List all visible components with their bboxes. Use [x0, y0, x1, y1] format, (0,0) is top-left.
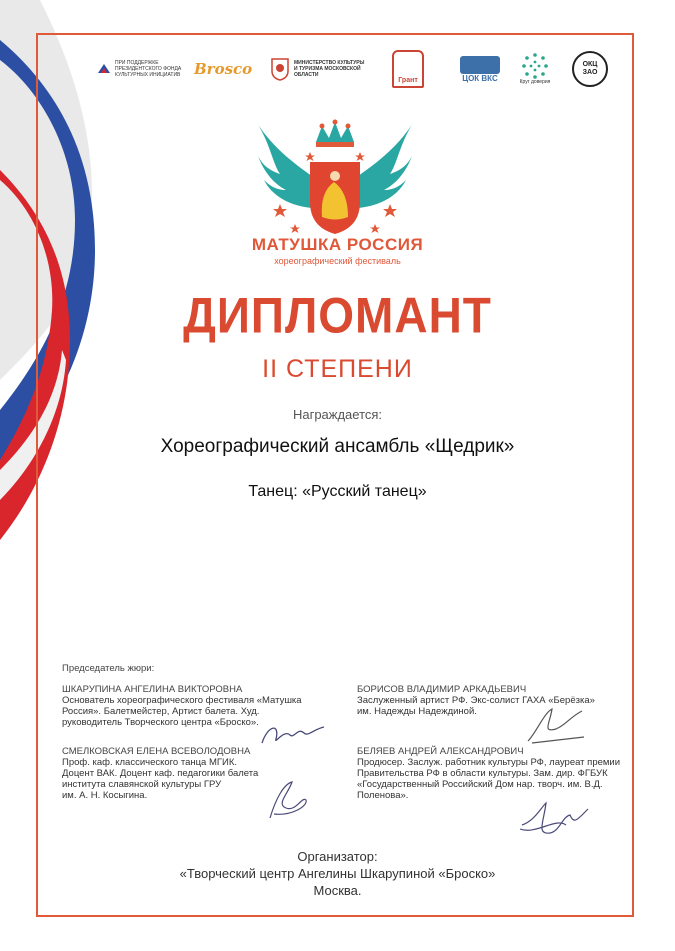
ministry-emblem-icon: [270, 57, 290, 81]
jury-member-line: Основатель хореографического фестиваля «Матушка: [62, 695, 302, 706]
sponsor-pfki-text: ПРИ ПОДДЕРЖКЕ ПРЕЗИДЕНТСКОГО ФОНДА КУЛЬТУРНЫХ ИНИЦИАТИВ: [115, 60, 182, 78]
crown-icon: [316, 120, 354, 148]
awarded-label: Награждается:: [292, 407, 383, 422]
organizer-label: Организатор:: [297, 849, 378, 864]
jury-member-name: ШКАРУПИНА АНГЕЛИНА ВИКТОРОВНА: [62, 684, 243, 695]
krug-dots-icon: [522, 53, 548, 79]
sponsor-okts-text: ОКЦ ЗАО: [582, 61, 598, 76]
jury-member-line: Поленова».: [357, 790, 409, 801]
festival-subtitle: хореографический фестиваль: [274, 256, 401, 266]
sponsor-okts: [572, 46, 614, 92]
jury-chair-label: Председатель жюри:: [62, 663, 155, 674]
dance-title: Танец: «Русский танец»: [248, 483, 427, 500]
cok-logo-icon: [460, 56, 500, 74]
pfki-logo-icon: [96, 61, 112, 77]
signature-1: [258, 715, 328, 751]
sponsor-cok: [457, 46, 503, 92]
organizer-block: [0, 848, 675, 899]
diploma-degree: II СТЕПЕНИ: [262, 355, 413, 383]
jury-member-4: [357, 746, 627, 801]
jury-member-line: института славянской культуры ГРУ: [62, 779, 222, 790]
jury-member-line: Продюсер. Заслуж. работник культуры РФ, лауреат премии: [357, 757, 621, 768]
sponsor-ministry-text: МИНИСТЕРСТВО КУЛЬТУРЫ И ТУРИЗМА МОСКОВСКОЙ ОБЛАСТИ: [294, 60, 365, 78]
jury-member-line: им. А. Н. Косыгина.: [62, 790, 148, 801]
jury-member-line: им. Надежды Надеждиной.: [357, 706, 477, 717]
signature-2: [522, 703, 592, 747]
sponsor-pfki: [96, 46, 188, 92]
sponsor-grant: [392, 46, 426, 92]
jury-member-line: руководитель Творческого центра «Броско».: [62, 717, 259, 728]
sponsors-row: [92, 46, 622, 92]
jury-member-line: «Государственный Российский Дом нар. творч. им. В.Д.: [357, 779, 603, 790]
signature-3: [262, 778, 312, 824]
jury-member-name: БЕЛЯЕВ АНДРЕЙ АЛЕКСАНДРОВИЧ: [357, 746, 524, 757]
sponsor-krug: [518, 46, 552, 92]
sponsor-cok-text: ЦОК ВКС: [462, 73, 498, 83]
signature-4: [516, 795, 592, 841]
diploma-title: ДИПЛОМАНТ: [183, 286, 492, 344]
organizer-name: «Творческий центр Ангелины Шкарупиной «Броско»: [179, 866, 496, 881]
jury-member-line: Доцент ВАК. Доцент каф. педагогики балета: [62, 768, 259, 779]
recipient-name: Хореографический ансамбль «Щедрик»: [160, 436, 515, 457]
sponsor-brosco: [194, 46, 258, 92]
sponsor-brosco-text: Brosco: [194, 60, 253, 78]
jury-member-line: Заслуженный артист РФ. Экс-солист ГАХА «Берёзка»: [357, 695, 595, 706]
festival-name: МАТУШКА РОССИЯ: [251, 235, 424, 254]
jury-member-name: БОРИСОВ ВЛАДИМИР АРКАДЬЕВИЧ: [357, 684, 527, 695]
sponsor-ministry: [270, 46, 370, 92]
jury-member-line: Правительства РФ в области культуры. Зам. дир. ФГБУК: [357, 768, 608, 779]
jury-member-name: СМЕЛКОВСКАЯ ЕЛЕНА ВСЕВОЛОДОВНА: [62, 746, 251, 757]
sponsor-krug-text: Круг доверия: [519, 79, 551, 85]
organizer-city: Москва.: [313, 883, 362, 898]
sponsor-grant-text: Грант: [398, 77, 418, 84]
jury-member-line: Россия». Балетмейстер, Артист балета. Худ.: [62, 706, 260, 717]
jury-member-line: Проф. каф. классического танца МГИК.: [62, 757, 238, 768]
